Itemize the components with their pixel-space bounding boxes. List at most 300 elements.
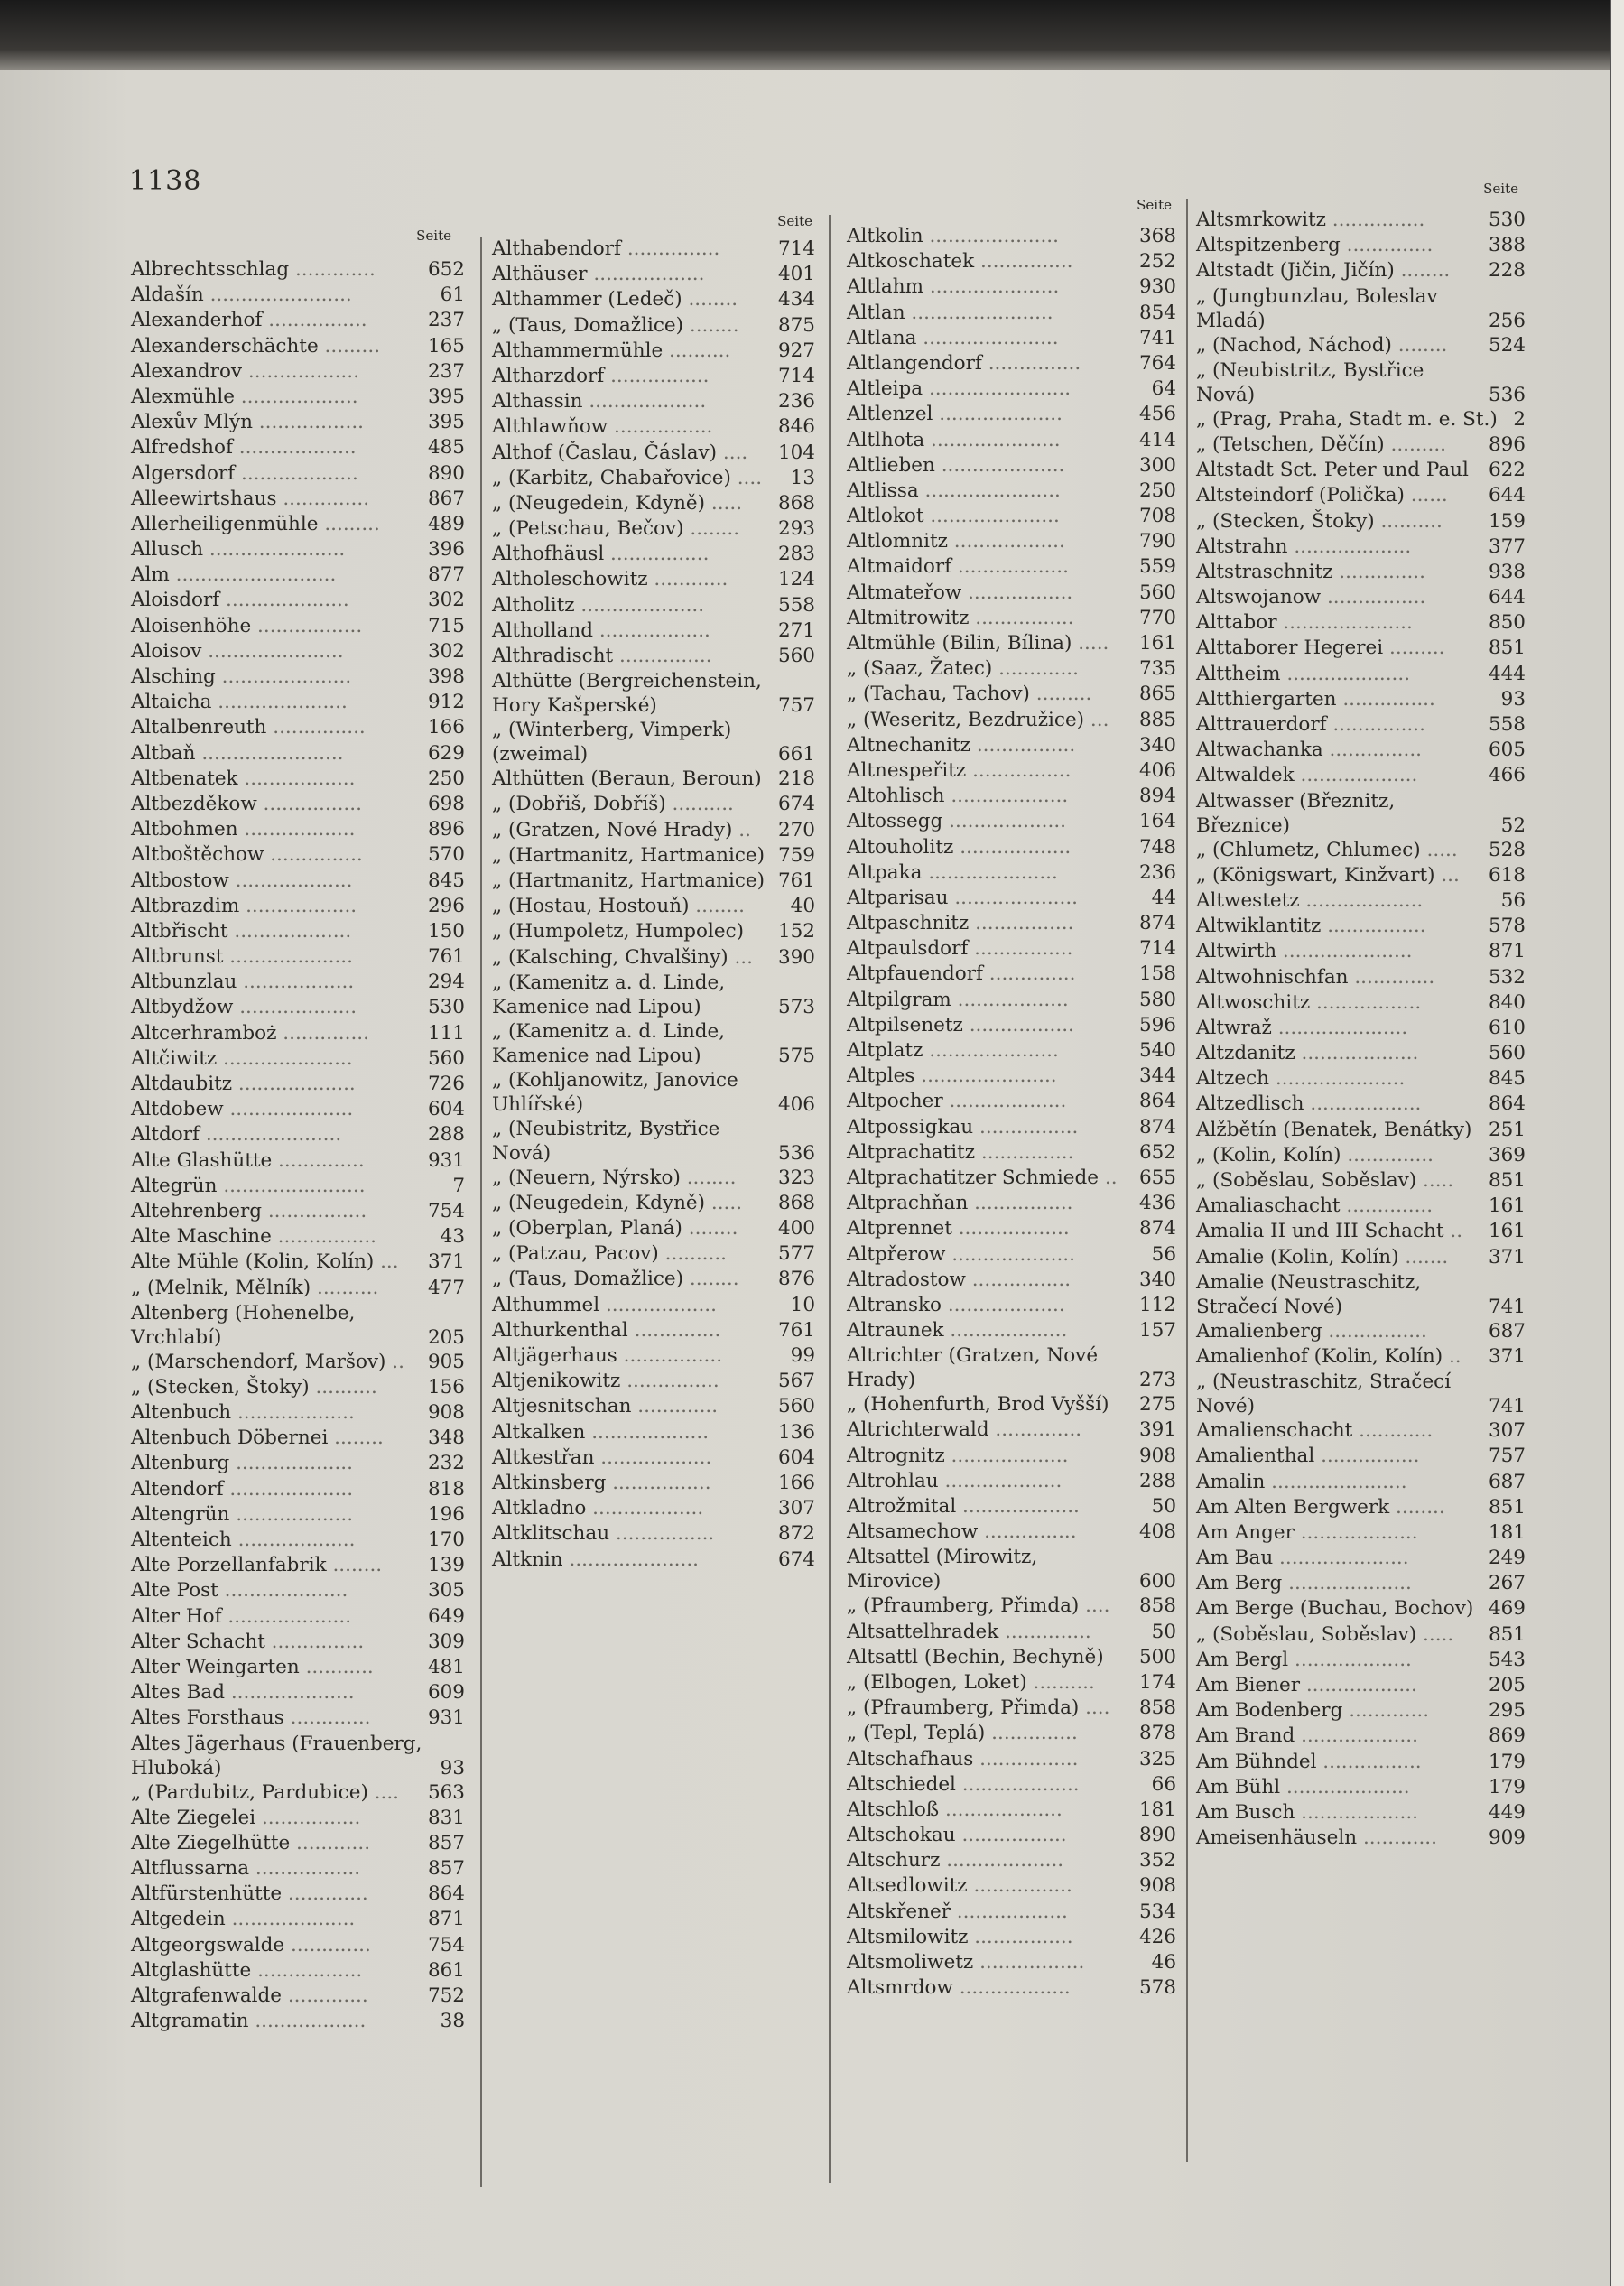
leader-dots: ........ — [326, 1554, 383, 1577]
leader-dots: ................... — [1299, 888, 1424, 912]
leader-dots: ................... — [232, 1073, 356, 1095]
entry-page: 93 — [440, 1756, 465, 1780]
entry-page: 456 — [1138, 403, 1176, 426]
leader-dots: ............... — [264, 1630, 365, 1653]
leader-dots: .................. — [248, 2010, 367, 2033]
index-entry — [492, 971, 815, 1019]
entry-page: 449 — [1488, 1800, 1526, 1824]
leader-dots: ................... — [1295, 1724, 1418, 1748]
leader-dots: .................. — [237, 767, 356, 790]
leader-dots: ................ — [271, 1225, 376, 1249]
entry-page: 395 — [427, 411, 465, 434]
entry-name: Altes Jägerhaus (Frauenberg, Hluboká) — [131, 1732, 422, 1780]
index-entry — [492, 894, 815, 919]
leader-dots: ... — [374, 1250, 399, 1274]
entry-page: 250 — [427, 767, 465, 790]
entry-name: Altwiklantitz — [1196, 915, 1322, 938]
index-entry — [492, 287, 815, 312]
index-entry — [492, 718, 815, 767]
entry-page: 698 — [427, 792, 465, 815]
index-entry — [492, 1496, 815, 1521]
leader-dots: ............... — [1326, 713, 1425, 736]
entry-page: 325 — [1138, 1747, 1176, 1770]
entry-name: Altschafhaus — [847, 1747, 974, 1770]
entry-page: 398 — [427, 665, 465, 688]
leader-dots: ..................... — [1276, 611, 1413, 635]
entry-page: 157 — [1138, 1319, 1176, 1343]
leader-dots: .................. — [239, 894, 357, 917]
entry-page: 908 — [1138, 1444, 1176, 1467]
index-entry — [131, 512, 465, 537]
leader-dots: ..................... — [217, 1046, 353, 1070]
index-entry — [847, 453, 1176, 479]
entry-name: Altpossigkau — [847, 1115, 974, 1138]
leader-dots: ... — [728, 945, 753, 969]
index-entry — [1196, 1092, 1526, 1117]
index-entry — [131, 359, 465, 385]
index-entry — [1196, 358, 1526, 407]
entry-name: Altlomnitz — [847, 530, 948, 553]
entry-name: Althütten (Beraun, Beroun) — [492, 767, 762, 791]
entry-name: Altmühle (Bilin, Bílina) — [847, 632, 1072, 655]
entry-page: 741 — [1138, 326, 1176, 349]
index-entry — [492, 1216, 815, 1241]
leader-dots: ................... — [1295, 1800, 1419, 1824]
leader-dots: ................... — [232, 436, 357, 460]
entry-page: 489 — [427, 512, 465, 535]
index-entry — [847, 656, 1176, 682]
leader-dots: .. — [385, 1350, 404, 1373]
leader-dots: .............. — [998, 1620, 1091, 1643]
leader-dots: ............. — [1348, 965, 1435, 989]
entry-page: 876 — [777, 1268, 815, 1291]
entry-name: „ (Weseritz, Bezdružice) — [847, 708, 1085, 731]
entry-page: 166 — [427, 716, 465, 739]
index-entry — [131, 1732, 465, 1780]
entry-page: 205 — [427, 1325, 465, 1349]
leader-dots: ................ — [604, 543, 710, 566]
entry-name: Aloisov — [131, 639, 202, 663]
entry-page: 864 — [1488, 1092, 1526, 1116]
entry-page: 912 — [427, 691, 465, 714]
index-entry — [1196, 687, 1526, 712]
leader-dots: ............ — [290, 1831, 371, 1854]
index-entry — [1196, 990, 1526, 1016]
entry-page: 406 — [777, 1092, 815, 1116]
entry-page: 861 — [427, 1958, 465, 1982]
leader-dots: .................... — [225, 1681, 355, 1705]
index-entry — [131, 588, 465, 613]
entry-name: Altsmilowitz — [847, 1925, 969, 1948]
index-entry — [1196, 1418, 1526, 1444]
entry-name: Althlawňow — [492, 415, 608, 439]
entry-name: „ (Hostau, Hostouň) — [492, 895, 690, 918]
index-entry — [847, 758, 1176, 784]
entry-page: 294 — [427, 971, 465, 994]
entry-page: 864 — [1138, 1090, 1176, 1113]
leader-dots: ................. — [252, 411, 364, 434]
entry-page: 851 — [1488, 1495, 1526, 1519]
leader-dots: ............... — [981, 351, 1081, 375]
leader-dots: ................... — [955, 1772, 1080, 1796]
entry-name: „ (Neubistritz, Bystřice Nová) — [1196, 358, 1424, 406]
entry-page: 273 — [1138, 1369, 1176, 1392]
entry-page: 868 — [777, 1191, 815, 1214]
index-entry — [131, 1604, 465, 1630]
entry-page: 371 — [427, 1250, 465, 1274]
entry-name: Alexanderhof — [131, 309, 263, 332]
entry-name: Altnespeřitz — [847, 758, 967, 782]
entry-page: 288 — [1138, 1469, 1176, 1492]
leader-dots: .................. — [237, 818, 356, 841]
leader-dots: .......... — [663, 339, 731, 362]
column-rule — [1186, 199, 1188, 2162]
entry-name: Altpfauendorf — [847, 962, 983, 986]
entry-page: 930 — [1138, 275, 1176, 299]
entry-page: 715 — [427, 614, 465, 637]
index-entry — [847, 1823, 1176, 1848]
index-entry — [492, 767, 815, 792]
index-entry — [131, 1301, 465, 1350]
leader-dots: .................. — [953, 835, 1072, 859]
entry-name: Allusch — [131, 538, 204, 562]
index-entry — [131, 1224, 465, 1250]
leader-dots: ................ — [604, 364, 710, 387]
index-entry — [847, 1444, 1176, 1469]
entry-page: 655 — [1138, 1166, 1176, 1189]
index-entry — [1196, 1016, 1526, 1041]
entry-page: 580 — [1138, 988, 1176, 1011]
entry-page: 124 — [777, 568, 815, 591]
entry-name: Altprachňan — [847, 1192, 969, 1215]
leader-dots: ....................... — [923, 377, 1072, 401]
entry-page: 938 — [1488, 560, 1526, 583]
index-entry — [492, 818, 815, 843]
index-entry — [1196, 233, 1526, 258]
entry-name: „ (Neustraschitz, Stračecí Nové) — [1196, 1371, 1452, 1418]
leader-dots: .................... — [223, 1477, 354, 1501]
entry-name: Altholeschowitz — [492, 568, 648, 591]
entry-page: 908 — [1138, 1874, 1176, 1898]
entry-page: 283 — [777, 543, 815, 566]
entry-page: 890 — [1138, 1824, 1176, 1847]
entry-page: 790 — [1138, 530, 1176, 553]
index-entry — [131, 1907, 465, 1932]
index-column-1 — [131, 257, 465, 2034]
index-entry — [847, 708, 1176, 733]
index-entry — [492, 1471, 815, 1496]
index-entry — [1196, 1344, 1526, 1370]
entry-page: 868 — [777, 491, 815, 515]
entry-page: 530 — [1488, 209, 1526, 231]
entry-name: Alter Schacht — [131, 1630, 265, 1653]
leader-dots: ................... — [231, 1401, 355, 1425]
index-entry — [1196, 1118, 1526, 1143]
entry-name: „ (Kamenitz a. d. Linde, Kamenice nad Lipou) — [492, 971, 726, 1018]
entry-name: Altrohlau — [847, 1469, 939, 1492]
leader-dots: ...................... — [200, 1123, 342, 1147]
entry-page: 150 — [427, 919, 465, 943]
leader-dots: ................ — [256, 792, 362, 815]
entry-name: „ (Hohenfurth, Brod Vyšší) — [847, 1393, 1109, 1417]
entry-name: Altwestetz — [1196, 888, 1300, 912]
entry-page: 605 — [1488, 739, 1526, 762]
leader-dots: .................. — [951, 555, 1069, 579]
entry-name: Althof (Časlau, Čáslav) — [492, 441, 718, 464]
entry-name: Altboštěchow — [131, 843, 264, 867]
leader-dots: .............. — [982, 962, 1076, 986]
entry-name: „ (Oberplan, Planá) — [492, 1217, 682, 1241]
index-entry — [847, 402, 1176, 427]
index-entry — [492, 593, 815, 618]
leader-dots: ........ — [683, 1268, 739, 1291]
entry-name: Althabendorf — [492, 237, 621, 260]
leader-dots: .................. — [242, 359, 359, 383]
entry-name: Alte Ziegelei — [131, 1806, 256, 1829]
entry-name: Altmitrowitz — [847, 606, 970, 629]
entry-page: 649 — [427, 1604, 465, 1628]
entry-page: 610 — [1488, 1016, 1526, 1039]
entry-name: Altstraschnitz — [1196, 560, 1333, 583]
entry-name: „ (Neugedein, Kdyně) — [492, 1191, 706, 1214]
entry-page: 270 — [777, 818, 815, 841]
entry-name: Altlieben — [847, 453, 935, 477]
leader-dots: ..................... — [923, 1039, 1059, 1062]
entry-name: „ (Stecken, Štoky) — [1196, 509, 1375, 533]
leader-dots: ................ — [1321, 915, 1426, 938]
entry-page: 13 — [790, 466, 815, 489]
entry-page: 845 — [427, 869, 465, 892]
entry-name: Alte Post — [131, 1579, 218, 1603]
entry-page: 644 — [1488, 484, 1526, 507]
index-entry — [1196, 1370, 1526, 1418]
entry-page: 560 — [427, 1046, 465, 1070]
entry-page: 687 — [1488, 1319, 1526, 1343]
entry-name: „ (Dobřiš, Dobříš) — [492, 793, 666, 816]
leader-dots: ................... — [940, 1849, 1064, 1872]
entry-page: 857 — [427, 1831, 465, 1854]
entry-page: 674 — [777, 793, 815, 816]
entry-name: Altsteindorf (Polička) — [1196, 484, 1405, 507]
index-entry — [131, 1350, 465, 1375]
index-entry — [1196, 636, 1526, 661]
leader-dots: ................... — [582, 390, 707, 414]
entry-page: 99 — [790, 1344, 815, 1367]
leader-dots: .................... — [223, 1098, 354, 1121]
index-entry — [131, 2009, 465, 2034]
entry-page: 344 — [1138, 1064, 1176, 1088]
entry-name: Altkestřan — [492, 1445, 595, 1469]
entry-page: 867 — [427, 487, 465, 510]
leader-dots: ..................... — [923, 225, 1059, 247]
leader-dots: ..................... — [924, 428, 1061, 451]
index-entry — [1196, 1495, 1526, 1520]
entry-name: Alleewirtshaus — [131, 487, 277, 510]
entry-name: Altwoschitz — [1196, 990, 1311, 1014]
index-entry — [1196, 407, 1526, 432]
index-entry — [847, 529, 1176, 554]
index-entry — [492, 1166, 815, 1191]
leader-dots: .................. — [586, 1497, 704, 1520]
index-entry — [131, 1528, 465, 1553]
leader-dots: ............... — [620, 1370, 719, 1393]
entry-name: „ (Neuern, Nýrsko) — [492, 1166, 681, 1189]
entry-name: Altbřischt — [131, 919, 228, 943]
leader-dots: ................... — [942, 810, 1066, 833]
entry-name: Altlokot — [847, 505, 924, 528]
index-entry — [847, 504, 1176, 529]
entry-name: Altengrün — [131, 1502, 230, 1526]
entry-name: Altcerhramboż — [131, 1021, 277, 1045]
leader-dots: ...................... — [201, 639, 344, 663]
index-entry — [492, 1318, 815, 1343]
entry-page: 391 — [1138, 1418, 1176, 1442]
leader-dots: ................ — [262, 309, 367, 332]
entry-page: 714 — [777, 237, 815, 260]
leader-dots: .................... — [945, 1242, 1075, 1266]
index-column-2 — [492, 237, 815, 1573]
entry-name: Altsattelhradek — [847, 1620, 999, 1643]
entry-page: 181 — [1138, 1798, 1176, 1821]
entry-name: Aldašín — [131, 283, 204, 307]
index-entry — [847, 376, 1176, 402]
entry-page: 877 — [427, 563, 465, 587]
index-entry — [847, 274, 1176, 300]
entry-page: 436 — [1138, 1192, 1176, 1215]
entry-page: 752 — [427, 1984, 465, 2007]
entry-name: Altraunek — [847, 1319, 944, 1343]
entry-name: „ (Marschendorf, Maršov) — [131, 1350, 386, 1373]
entry-page: 469 — [1488, 1597, 1526, 1621]
entry-name: Altstadt Sct. Peter und Paul — [1196, 459, 1469, 482]
column-rule — [829, 215, 831, 2183]
index-entry — [1196, 1245, 1526, 1270]
entry-page: 250 — [1138, 479, 1176, 502]
entry-page: 858 — [1138, 1594, 1176, 1618]
index-entry — [492, 364, 815, 389]
index-entry — [492, 1420, 815, 1445]
index-entry — [847, 428, 1176, 453]
entry-page: 872 — [777, 1522, 815, 1546]
index-entry — [1196, 610, 1526, 636]
entry-page: 300 — [1138, 453, 1176, 477]
index-entry — [131, 1502, 465, 1528]
entry-name: Altendorf — [131, 1477, 224, 1501]
entry-name: Altschiedel — [847, 1772, 956, 1796]
index-entry — [492, 491, 815, 516]
entry-name: Altlahm — [847, 275, 923, 299]
index-entry — [131, 715, 465, 740]
entry-page: 295 — [1488, 1699, 1526, 1723]
entry-page: 152 — [777, 920, 815, 943]
leader-dots: ................... — [1295, 1042, 1419, 1065]
leader-dots: .......... — [309, 1375, 377, 1399]
entry-name: Altglashütte — [131, 1958, 252, 1982]
index-entry — [847, 733, 1176, 758]
leader-dots: .................. — [950, 1900, 1068, 1923]
index-entry — [492, 1547, 815, 1573]
entry-name: Altpaka — [847, 860, 923, 884]
leader-dots: ............ — [647, 568, 728, 591]
index-entry — [847, 682, 1176, 707]
entry-name: „ (Königswart, Kinžvart) — [1196, 863, 1435, 887]
index-entry — [492, 919, 815, 944]
leader-dots: ...................... — [1265, 1470, 1407, 1493]
leader-dots: ................... — [944, 1444, 1069, 1467]
entry-page: 237 — [427, 359, 465, 383]
entry-name: Alžbětín (Benatek, Benátky) — [1196, 1118, 1472, 1141]
entry-name: Alexmühle — [131, 385, 235, 408]
entry-page: 249 — [1488, 1547, 1526, 1570]
entry-page: 931 — [427, 1706, 465, 1730]
entry-page: 161 — [1488, 1220, 1526, 1243]
index-entry — [492, 339, 815, 364]
index-entry — [492, 389, 815, 414]
entry-name: Amalie (Kolin, Kolín) — [1196, 1245, 1399, 1268]
entry-name: Althäuser — [492, 263, 588, 286]
entry-name: Altkinsberg — [492, 1471, 607, 1494]
index-entry — [131, 1046, 465, 1072]
entry-name: „ (Stecken, Štoky) — [131, 1375, 310, 1399]
leader-dots: ................... — [942, 1090, 1067, 1113]
entry-name: Altjesnitschan — [492, 1395, 632, 1418]
entry-name: „ (Neugedein, Kdyně) — [492, 491, 706, 515]
entry-name: „ (Petschau, Bečov) — [492, 517, 684, 541]
leader-dots: .................... — [1280, 1775, 1410, 1798]
entry-page: 408 — [1138, 1520, 1176, 1544]
entry-page: 536 — [1488, 383, 1526, 406]
index-entry — [1196, 1066, 1526, 1092]
index-entry — [847, 581, 1176, 606]
index-entry — [131, 334, 465, 359]
entry-name: Altdaubitz — [131, 1073, 233, 1095]
index-entry — [492, 516, 815, 542]
index-entry — [847, 1140, 1176, 1166]
entry-name: „ (Chlumetz, Chlumec) — [1196, 838, 1421, 861]
index-entry — [131, 842, 465, 868]
index-entry — [492, 1521, 815, 1547]
entry-name: Altzdanitz — [1196, 1042, 1295, 1065]
index-entry — [847, 1545, 1176, 1594]
leader-dots: ............... — [975, 1140, 1074, 1164]
leader-dots: ................ — [1321, 586, 1426, 609]
entry-page: 570 — [427, 843, 465, 867]
leader-dots: ............... — [1336, 687, 1435, 711]
entry-page: 909 — [1488, 1826, 1526, 1850]
index-entry — [847, 1469, 1176, 1494]
index-entry — [131, 1477, 465, 1502]
entry-name: Althurkenthal — [492, 1318, 628, 1342]
entry-name: „ (Kamenitz a. d. Linde, Kamenice nad Lipou) — [492, 1019, 726, 1067]
index-entry — [847, 1242, 1176, 1268]
index-entry — [492, 1293, 815, 1318]
entry-name: Alte Glashütte — [131, 1148, 273, 1172]
leader-dots: ............. — [284, 1933, 371, 1956]
index-entry — [1196, 1596, 1526, 1622]
entry-name: Alttabor — [1196, 611, 1277, 635]
entry-name: Alm — [131, 563, 170, 587]
index-entry — [131, 869, 465, 894]
entry-name: Althradischt — [492, 645, 614, 667]
entry-page: 174 — [1138, 1670, 1176, 1694]
entry-page: 406 — [1138, 758, 1176, 782]
index-entry — [1196, 914, 1526, 939]
entry-page: 302 — [427, 589, 465, 612]
leader-dots: .... — [730, 466, 763, 489]
entry-name: Altransko — [847, 1293, 942, 1316]
entry-name: Altpaschnitz — [847, 912, 970, 935]
leader-dots: ................ — [608, 415, 713, 439]
